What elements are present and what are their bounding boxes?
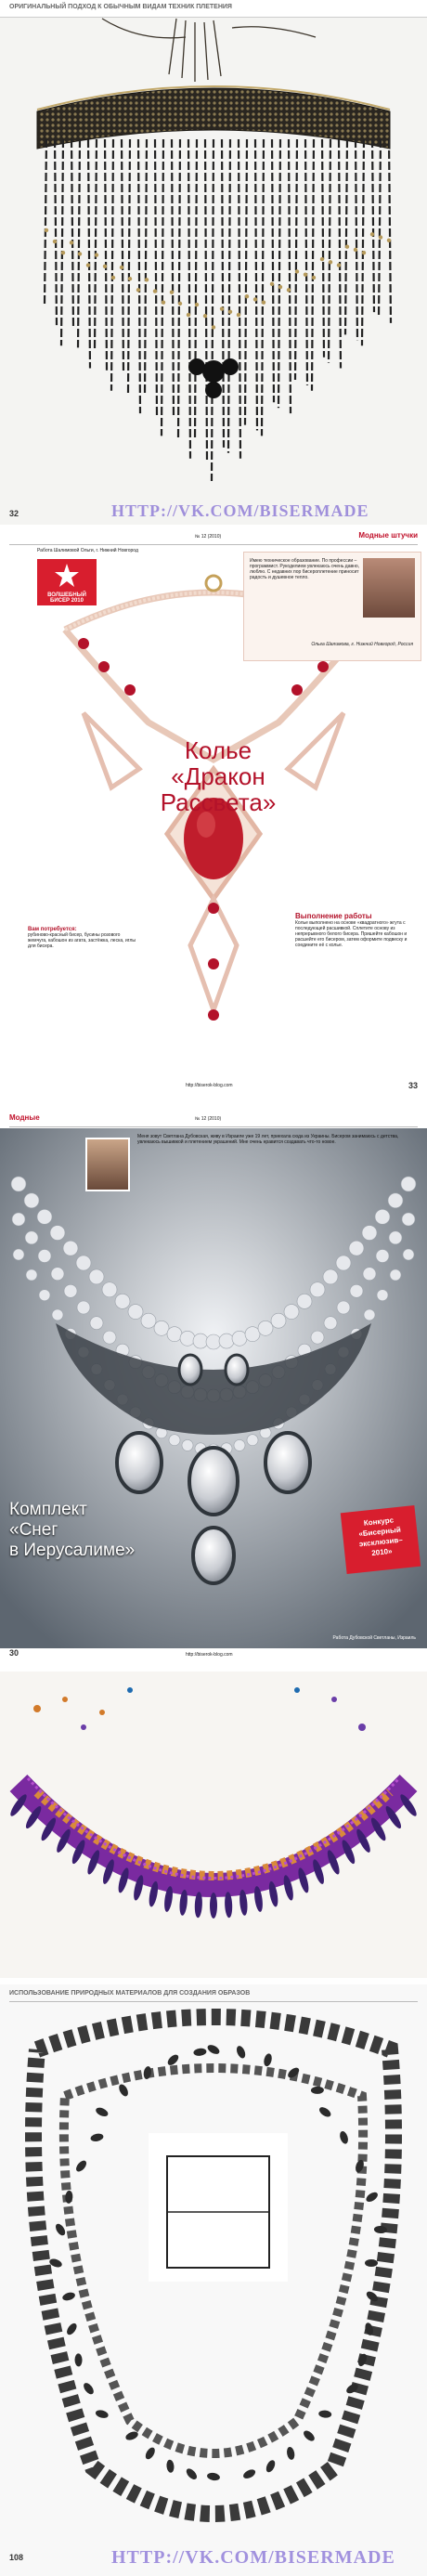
magazine-page-fringe-necklace — [0, 0, 427, 525]
snow-necklace-photo — [0, 1110, 427, 1665]
author-bio: Меня зовут Светлана Дубовская, живу в Израиле уже 19 лет, приехала сюда из Украины. Бисером занимаюсь с детства, увлекаюсь вышивкой и плетением украшений. Мне очень нравится создавать что-то новое. — [137, 1134, 399, 1145]
author-photo — [363, 558, 415, 618]
magazine-page-dark-chain — [0, 1984, 427, 2576]
contest-badge: ВОЛШЕБНЫЙ БИСЕР 2010 — [37, 559, 97, 605]
page-header: Модные № 12 (2010) — [9, 1113, 418, 1127]
watermark: HTTP://VK.COM/BISERMADE — [111, 501, 369, 520]
materials-section: Вам потребуется: рубиново-красный бисер, бусины розового жемчуга, кабошон из агата, застёжка, леска, иглы для бисера. — [28, 927, 136, 949]
page-number: 33 — [408, 1081, 418, 1090]
magazine-brand: Модные штучки — [358, 531, 418, 540]
contest-badge: Конкурс «Бисерный эксклюзив– 2010» — [341, 1505, 421, 1574]
magazine-page-snow-set — [0, 1110, 427, 1665]
dark-chain-necklace-photo — [0, 1984, 427, 2576]
page-header: № 12 (2010) Модные штучки — [9, 531, 418, 545]
magazine-brand: Модные — [9, 1113, 40, 1122]
site-url: http://biserok-blog.com — [186, 1652, 233, 1658]
article-title: Комплект «Снег в Иерусалиме» — [9, 1500, 136, 1560]
violet-collar-photo — [0, 1672, 427, 1978]
author-line: Работа Шалимовой Ольги, г. Нижний Новгород — [37, 548, 138, 553]
page-header: ОРИГИНАЛЬНЫЙ ПОДХОД К ОБЫЧНЫМ ВИДАМ ТЕХНИК ПЛЕТЕНИЯ — [0, 0, 427, 18]
article-title: Колье «Дракон Рассвета» — [160, 736, 277, 816]
page-number: 30 — [9, 1648, 19, 1658]
page-number: 32 — [9, 509, 19, 518]
watermark: HTTP://VK.COM/BISERMADE — [111, 2547, 395, 2568]
page-header: ИСПОЛЬЗОВАНИЕ ПРИРОДНЫХ МАТЕРИАЛОВ ДЛЯ СОЗДАНИЯ ОБРАЗОВ — [9, 1988, 418, 2002]
fringe-necklace-photo — [0, 0, 427, 525]
page-number: 108 — [9, 2553, 24, 2562]
magazine-page-violet-collar — [0, 1672, 427, 1978]
author-photo — [85, 1138, 130, 1191]
photo-caption: Работа Дубовской Светланы, Израиль — [332, 1635, 416, 1641]
instructions-section: Выполнение работы Колье выполнено на основе «квадратного» жгута с последующей расшивкой. Сплетите основу из непрерывного белого бисера. Пришейте кабошон и расшейте его бисером, затем оформите подвеску и соедините её с колье. — [295, 912, 408, 948]
author-quote-box: Имею техническое образование. По профессии – программист. Рукоделием увлекаюсь очень давно, люблю. С недавних пор бисероплетение приносит радость и душевное тепло. Ольга Шалимова, г. Нижний Новгород, Россия — [243, 552, 421, 661]
magazine-page-dragon-necklace — [0, 527, 427, 1096]
site-url: http://biserok-blog.com — [186, 1083, 233, 1088]
